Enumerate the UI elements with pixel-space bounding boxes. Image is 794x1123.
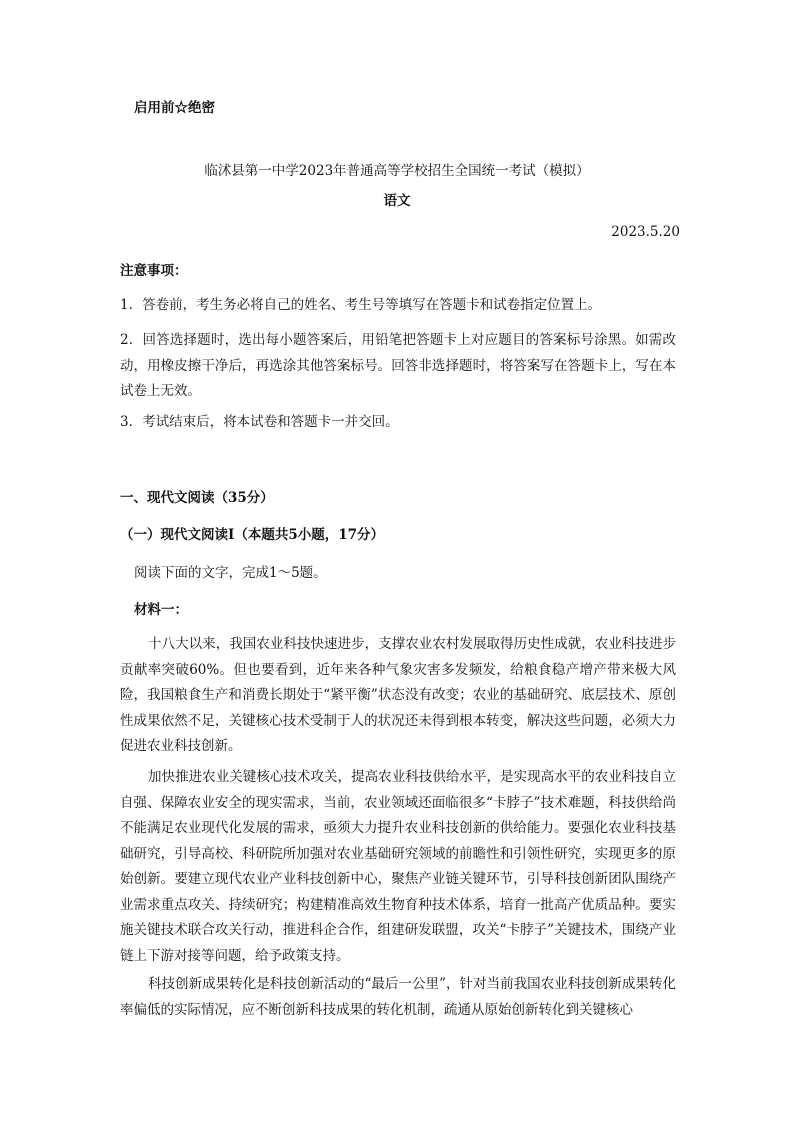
notice-heading: 注意事项： (120, 263, 188, 279)
section-heading: 一、现代文阅读（35分） (120, 490, 274, 506)
subject-title: 语文 (383, 193, 411, 209)
exam-date: 2023.5.20 (611, 224, 680, 240)
material-paragraph-3: 科技创新成果转化是科技创新活动的“最后一公里”，针对当前我国农业科技创新成果转化率偏低的实际情况，应不断创新科技成果的转化机制，疏通从原始创新转化到关键核心 (120, 976, 676, 1018)
notice-item-1: 1．答卷前，考生务必将自己的姓名、考生号等填写在答题卡和试卷指定位置上。 (120, 297, 602, 313)
exam-title: 临沭县第一中学2023年普通高等学校招生全国统一考试（模拟） (204, 163, 590, 179)
notice-item-3: 3．考试结束后，将本试卷和答题卡一并交回。 (120, 414, 399, 430)
notice-item-2: 2．回答选择题时，选出每小题答案后，用铅笔把答题卡上对应题目的答案标号涂黑。如需改动，用橡皮擦干净后，再选涂其他答案标号。回答非选择题时，将答案写在答题卡上，写在本试卷上无效。 (120, 332, 676, 399)
material-label: 材料一： (134, 602, 188, 618)
secret-mark: 启用前☆绝密 (134, 100, 215, 116)
reading-instruction: 阅读下面的文字，完成1～5题。 (134, 565, 327, 581)
subsection-heading: （一）现代文阅读Ⅰ（本题共5小题，17分） (120, 527, 384, 543)
material-paragraph-1: 十八大以来，我国农业科技快速进步，支撑农业农村发展取得历史性成就，农业科技进步贡献率突破60%。但也要看到，近年来各种气象灾害多发频发，给粮食稳产增产带来极大风险，我国粮食生产和消费长期处于“紧平衡”状态没有改变；农业的基础研究、底层技术、原创性成果依然不足，关键核心技术受制于人的状况还未得到根本转变，解决这些问题，必须大力促进农业科技创新。 (120, 636, 676, 754)
material-paragraph-2: 加快推进农业关键核心技术攻关，提高农业科技供给水平，是实现高水平的农业科技自立自强、保障农业安全的现实需求，当前，农业领域还面临很多“卡脖子”技术难题，科技供给尚不能满足农业现代化发展的需求，亟须大力提升农业科技创新的供给能力。要强化农业科技基础研究，引导高校、科研院所加强对农业基础研究领域的前瞻性和引领性研究，实现更多的原始创新。要建立现代农业产业科技创新中心，聚焦产业链关键环节，引导科技创新团队围绕产业需求重点攻关、持续研究；构建精准高效生物育种技术体系，培育一批高产优质品种。要实施关键技术联合攻关行动，推进科企合作，组建研发联盟，攻关“卡脖子”关键技术，围绕产业链上下游对接等问题，给予政策支持。 (120, 769, 676, 964)
